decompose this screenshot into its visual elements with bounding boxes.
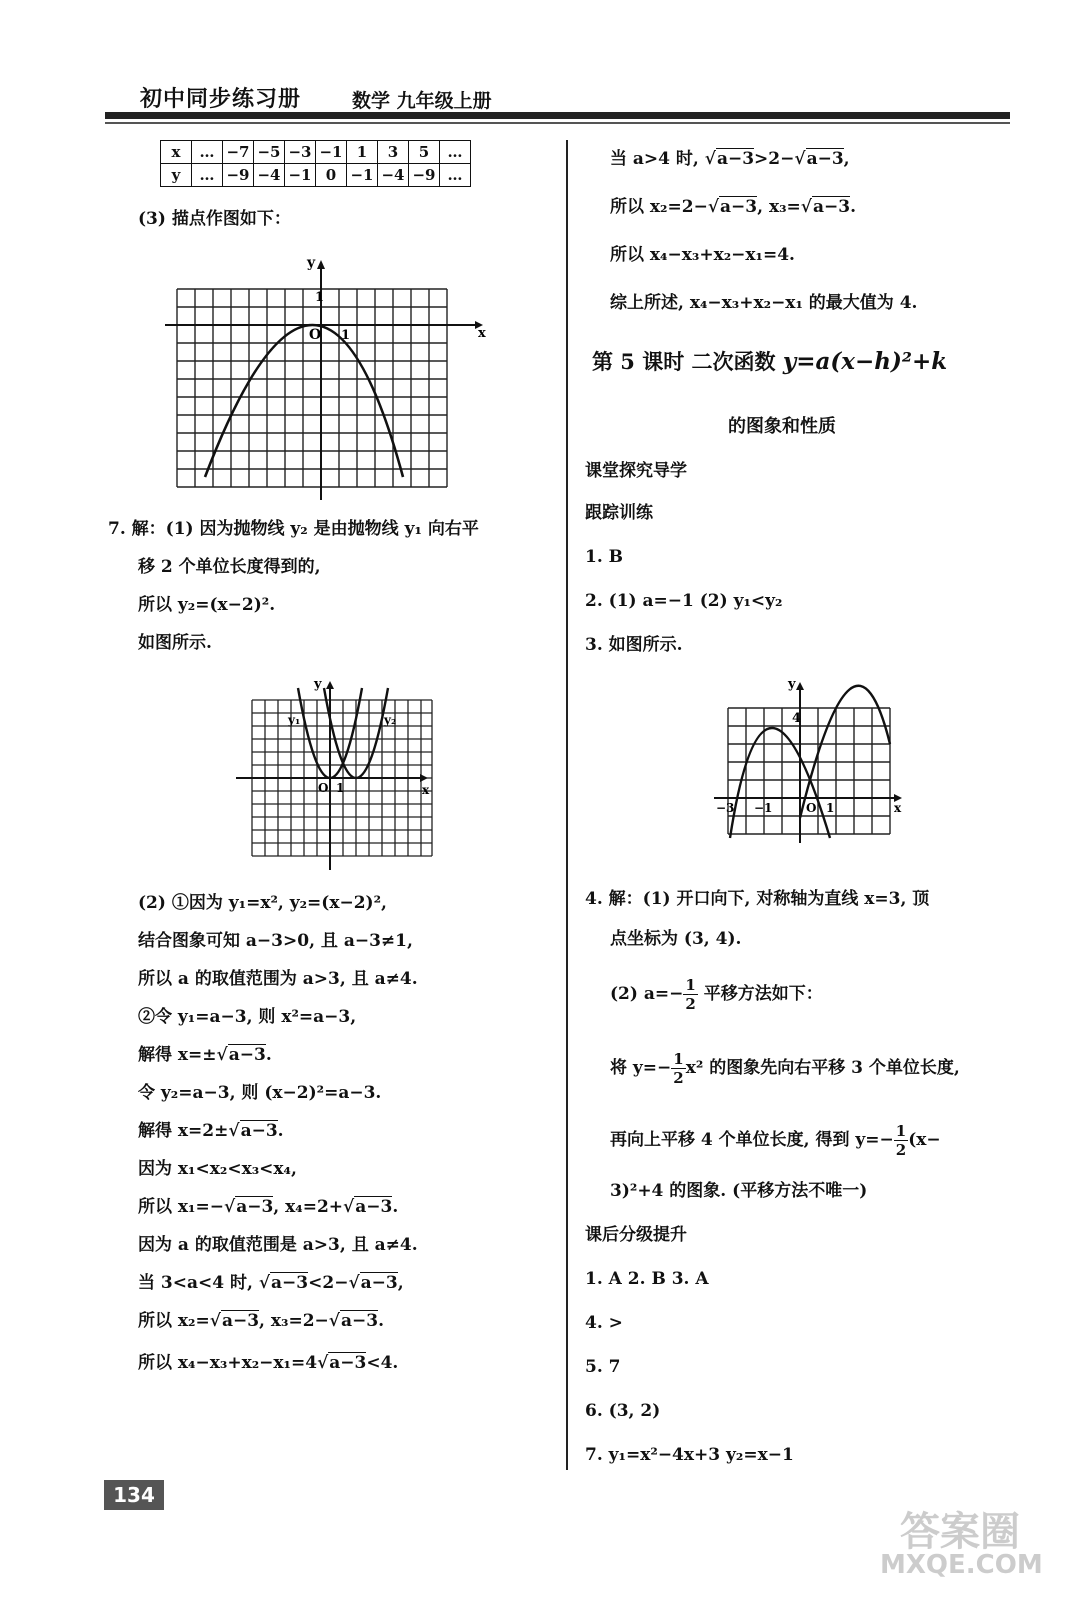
column-divider <box>566 140 568 1470</box>
sqrt-term: a−3 <box>329 1353 367 1373</box>
origin-label: O <box>309 327 322 343</box>
graph-parabola-2 <box>232 680 447 880</box>
fraction-numerator: 1 <box>685 976 696 994</box>
text: 再向上平移 4 个单位长度, 得到 y=− <box>610 1130 894 1150</box>
text: 所以 x₂= <box>138 1311 210 1331</box>
p-line-3: 所以 a 的取值范围为 a>3, 且 a≠4. <box>138 969 418 989</box>
tick-label-m1: −1 <box>754 801 773 815</box>
sqrt-term: a−3 <box>271 1273 309 1293</box>
answer-4-line-3 <box>610 976 823 1013</box>
y-arrow-icon <box>796 682 804 690</box>
p-line-2: 结合图象可知 a−3>0, 且 a−3≠1, <box>138 931 413 951</box>
x-axis-label: x <box>478 326 486 341</box>
text: <2− <box>308 1273 349 1293</box>
fraction <box>894 1122 908 1159</box>
table-cell: −4 <box>378 164 409 187</box>
origin-label: O <box>806 801 817 815</box>
fraction <box>683 976 697 1013</box>
text: (2) a=− <box>610 984 684 1004</box>
text: x² 的图象先向右平移 3 个单位长度, <box>685 1058 960 1078</box>
watermark-url: MXQE.COM <box>880 1550 1043 1580</box>
tick-label-4: 4 <box>792 711 802 726</box>
table-cell: … <box>192 164 223 187</box>
table-cell: −5 <box>254 141 285 164</box>
answer-1: 1. B <box>585 547 624 567</box>
p-line-9: 所以 x₁=−√a−3, x₄=2+√a−3. <box>138 1197 399 1217</box>
p-line-11: 当 3<a<4 时, √a−3<2−√a−3, <box>138 1273 404 1293</box>
text: 所以 x₄−x₃+x₂−x₁=4 <box>138 1353 318 1373</box>
table-cell: −3 <box>285 141 316 164</box>
curve-label-y2: y₂ <box>384 713 397 727</box>
text: , x₃= <box>757 197 801 217</box>
p-line-5: 解得 x=±√a−3. <box>138 1045 272 1065</box>
answer-2: 2. (1) a=−1 (2) y₁<y₂ <box>585 591 783 611</box>
lesson-title <box>592 346 947 376</box>
text: 解得 x=2± <box>138 1121 229 1141</box>
table-row-x <box>161 141 471 164</box>
x-arrow-icon <box>420 774 428 782</box>
answer-b1-3: 1. A 2. B 3. A <box>585 1269 709 1289</box>
tick-label-1: 1 <box>336 781 345 795</box>
answer-b5: 5. 7 <box>585 1357 621 1377</box>
fraction-denominator: 2 <box>895 1141 907 1159</box>
header-rule-thin <box>105 122 1010 124</box>
answer-b4: 4. > <box>585 1313 623 1333</box>
answer-b7: 7. y₁=x²−4x+3 y₂=x−1 <box>585 1445 794 1465</box>
y-axis-label: y <box>314 680 322 692</box>
text: . <box>378 1311 384 1331</box>
table-cell: 5 <box>409 141 440 164</box>
lesson-formula: y=a(x−h)²+k <box>782 348 948 375</box>
p-line-12: 所以 x₂=√a−3, x₃=2−√a−3. <box>138 1311 384 1331</box>
q7-line-1: 7. 解：(1) 因为抛物线 y₂ 是由抛物线 y₁ 向右平 <box>108 519 479 539</box>
p-line-10: 因为 a 的取值范围是 a>3, 且 a≠4. <box>138 1235 418 1255</box>
table-cell: −1 <box>285 164 316 187</box>
text: . <box>850 197 856 217</box>
text: , <box>397 1273 404 1293</box>
text: <4. <box>366 1353 399 1373</box>
p-line-8: 因为 x₁<x₂<x₃<x₄, <box>138 1159 297 1179</box>
sqrt-term: a−3 <box>236 1197 274 1217</box>
p-line-6: 令 y₂=a−3, 则 (x−2)²=a−3. <box>138 1083 382 1103</box>
fraction-denominator: 2 <box>685 995 696 1013</box>
book-subject: 数学 九年级上册 <box>352 90 492 112</box>
text: 平移方法如下： <box>697 984 823 1004</box>
answer-3: 3. 如图所示. <box>585 635 683 655</box>
tick-label-m3: −3 <box>716 801 735 815</box>
origin-label: O <box>318 781 329 795</box>
text: , <box>843 149 850 169</box>
r-line-3: 所以 x₄−x₃+x₂−x₁=4. <box>610 245 795 265</box>
text: , x₄=2+ <box>273 1197 344 1217</box>
header-rule <box>105 112 1010 119</box>
y-arrow-icon <box>326 681 334 689</box>
text: 当 3<a<4 时, <box>138 1273 259 1293</box>
p-line-4: ②令 y₁=a−3, 则 x²=a−3, <box>138 1007 357 1027</box>
tick-label-1-x: 1 <box>341 328 351 343</box>
fraction-denominator: 2 <box>673 1069 684 1087</box>
fraction <box>671 1050 685 1087</box>
y-axis-label: y <box>788 678 796 692</box>
sqrt-term: a−3 <box>720 197 758 217</box>
q7-line-4: 如图所示. <box>138 633 212 653</box>
answer-4-line-1: 4. 解：(1) 开口向下, 对称轴为直线 x=3, 顶 <box>585 889 930 909</box>
text: 解得 x=± <box>138 1045 217 1065</box>
table-cell: 3 <box>378 141 409 164</box>
answer-4-line-4 <box>610 1050 960 1087</box>
sqrt-term: a−3 <box>806 149 844 169</box>
value-table <box>160 140 471 187</box>
section-heading-3: 课后分级提升 <box>585 1225 687 1245</box>
book-title: 初中同步练习册 <box>140 87 302 112</box>
graph-parabola-3 <box>708 678 908 858</box>
table-row-y <box>161 164 471 187</box>
table-cell: −9 <box>409 164 440 187</box>
table-cell: … <box>440 164 471 187</box>
text: (x− <box>908 1130 941 1150</box>
table-cell: −7 <box>223 141 254 164</box>
fraction-numerator: 1 <box>895 1122 907 1140</box>
curve-label-y1: y₁ <box>288 713 301 727</box>
step-3-label: (3) 描点作图如下： <box>138 209 291 229</box>
table-cell: … <box>440 141 471 164</box>
sqrt-term: a−3 <box>360 1273 398 1293</box>
r-line-2: 所以 x₂=2−√a−3, x₃=√a−3. <box>610 197 856 217</box>
y-arrow-icon <box>317 260 325 269</box>
q7-line-3: 所以 y₂=(x−2)². <box>138 595 276 615</box>
grid <box>177 289 447 487</box>
sqrt-term: a−3 <box>340 1311 379 1331</box>
lesson-title-text: 第 5 课时 二次函数 <box>592 349 783 374</box>
section-heading-1: 课堂探究导学 <box>585 461 687 481</box>
watermark-logo: 答案圈 <box>900 1509 1020 1555</box>
table-cell: 1 <box>347 141 378 164</box>
p-line-1: (2) ①因为 y₁=x², y₂=(x−2)², <box>138 893 387 913</box>
table-cell: 0 <box>316 164 347 187</box>
sqrt-term: a−3 <box>716 149 755 169</box>
table-cell: −4 <box>254 164 285 187</box>
graph-parabola-1 <box>165 255 495 510</box>
r-line-1: 当 a>4 时, √a−3>2−√a−3, <box>610 149 850 169</box>
fraction-numerator: 1 <box>673 1050 684 1068</box>
text: 当 a>4 时, <box>610 149 705 169</box>
sqrt-term: a−3 <box>228 1045 266 1065</box>
parabola-curve <box>205 325 403 477</box>
x-axis-label: x <box>422 783 430 797</box>
q7-line-2: 移 2 个单位长度得到的, <box>138 557 321 577</box>
answer-4-line-5 <box>610 1122 941 1159</box>
table-cell: … <box>192 141 223 164</box>
answer-4-line-6: 3)²+4 的图象. (平移方法不唯一) <box>610 1181 868 1201</box>
text: 所以 x₂=2− <box>610 197 708 217</box>
text: 将 y=− <box>610 1058 672 1078</box>
lesson-subtitle: 的图象和性质 <box>728 416 836 437</box>
sqrt-term: a−3 <box>221 1311 260 1331</box>
text: 所以 x₁=− <box>138 1197 224 1217</box>
x-axis-label: x <box>894 801 902 815</box>
table-cell: y <box>161 164 192 187</box>
grid <box>728 708 890 834</box>
text: . <box>277 1121 284 1141</box>
text: >2− <box>754 149 795 169</box>
sqrt-term: a−3 <box>355 1197 393 1217</box>
p-line-13: 所以 x₄−x₃+x₂−x₁=4√a−3<4. <box>138 1353 399 1373</box>
sqrt-term: a−3 <box>240 1121 278 1141</box>
section-heading-2: 跟踪训练 <box>585 503 653 523</box>
r-line-4: 综上所述, x₄−x₃+x₂−x₁ 的最大值为 4. <box>610 293 918 313</box>
answer-b6: 6. (3, 2) <box>585 1401 661 1421</box>
text: . <box>392 1197 399 1217</box>
y-axis-label: y <box>307 255 316 271</box>
answer-4-line-2: 点坐标为 (3, 4). <box>610 929 742 949</box>
sqrt-term: a−3 <box>812 197 851 217</box>
tick-label-1: 1 <box>826 801 835 815</box>
page-number: 134 <box>104 1480 164 1510</box>
table-cell: −1 <box>316 141 347 164</box>
text: . <box>265 1045 272 1065</box>
tick-label-1-y: 1 <box>315 290 325 305</box>
p-line-7: 解得 x=2±√a−3. <box>138 1121 284 1141</box>
text: , x₃=2− <box>259 1311 329 1331</box>
table-cell: −1 <box>347 164 378 187</box>
table-cell: −9 <box>223 164 254 187</box>
table-cell: x <box>161 141 192 164</box>
